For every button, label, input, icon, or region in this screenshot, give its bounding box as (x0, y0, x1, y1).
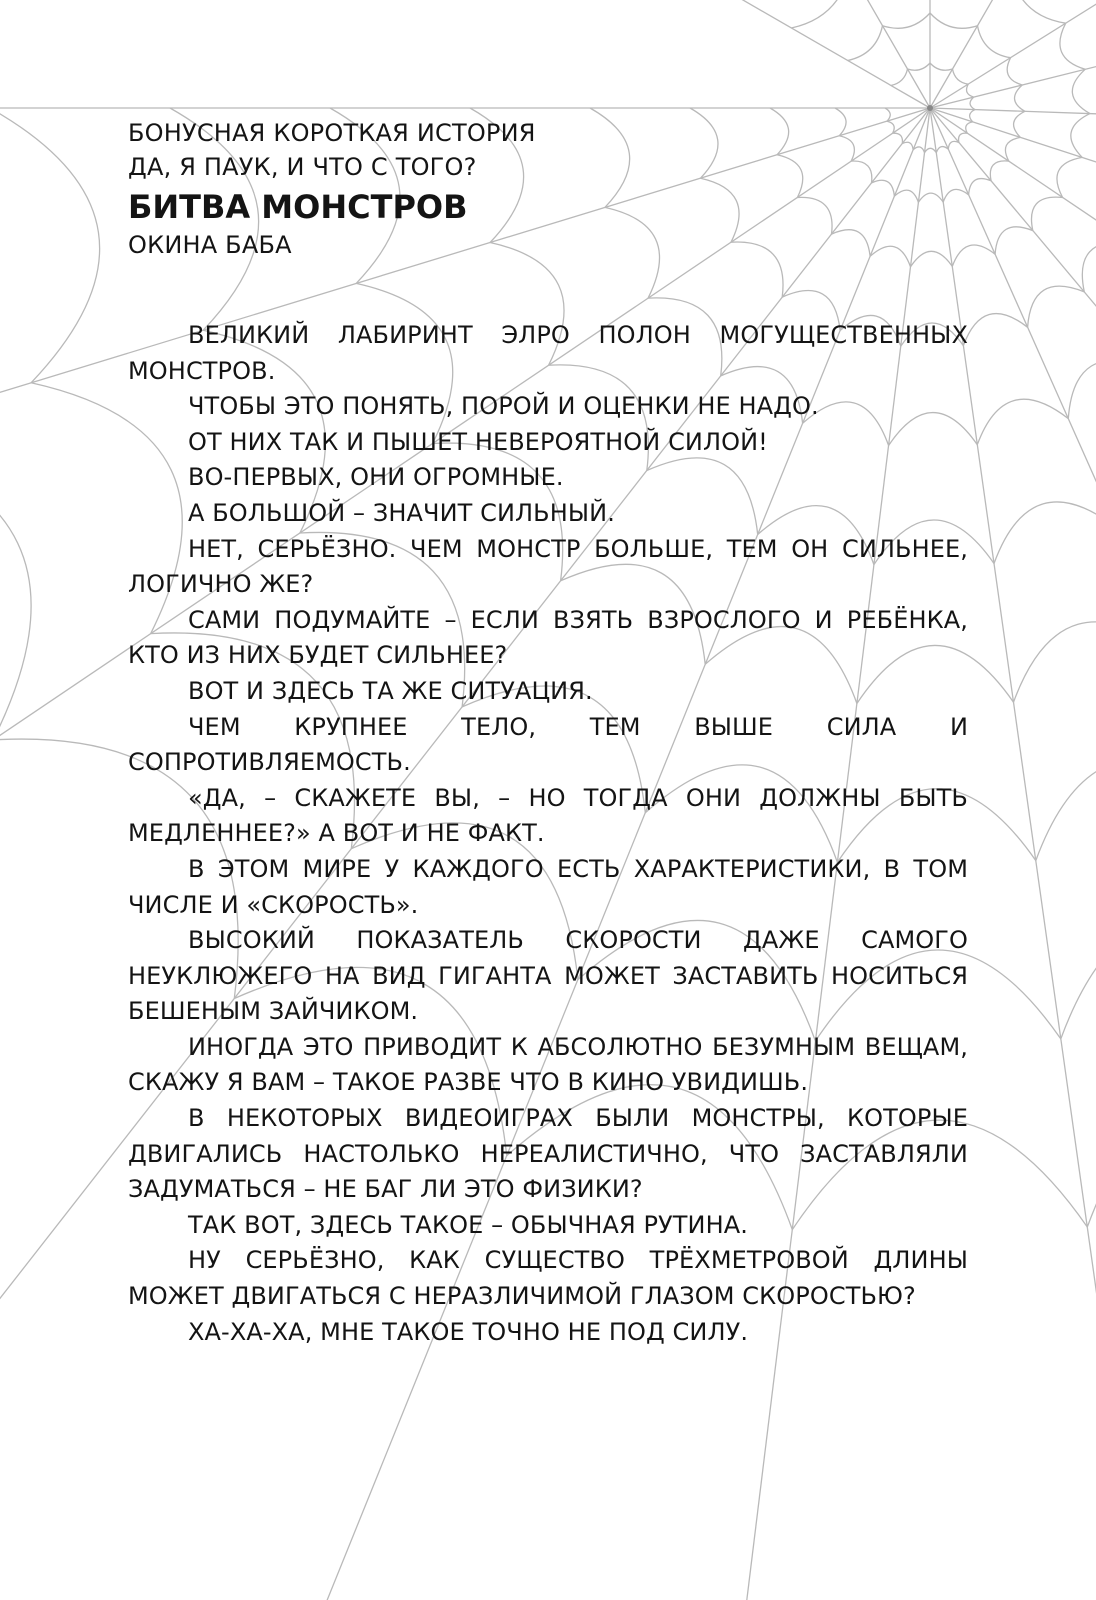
paragraph: ХА-ХА-ХА, МНЕ ТАКОЕ ТОЧНО НЕ ПОД СИЛУ. (188, 1317, 749, 1346)
author-name: ОКИНА БАБА (128, 231, 292, 259)
paragraph: ВОТ И ЗДЕСЬ ТА ЖЕ СИТУАЦИЯ. (188, 676, 593, 705)
web-strand (930, 0, 1096, 108)
paragraph: НУ СЕРЬЁЗНО, КАК СУЩЕСТВО ТРЁХМЕТРОВОЙ ДЛИНЫ МОЖЕТ ДВИГАТЬСЯ С НЕРАЗЛИЧИМОЙ ГЛАЗОМ СКОРОСТЬЮ? (128, 1246, 968, 1311)
paragraph: ЧТОБЫ ЭТО ПОНЯТЬ, ПОРОЙ И ОЦЕНКИ НЕ НАДО. (188, 392, 819, 421)
story-body (128, 318, 968, 1350)
paragraph: САМИ ПОДУМАЙТЕ – ЕСЛИ ВЗЯТЬ ВЗРОСЛОГО И РЕБЁНКА, КТО ИЗ НИХ БУДЕТ СИЛЬНЕЕ? (128, 605, 968, 670)
web-strand (80, 0, 930, 108)
web-strand (0, 0, 930, 108)
paragraph: НЕТ, СЕРЬЁЗНО. ЧЕМ МОНСТР БОЛЬШЕ, ТЕМ ОН СИЛЬНЕЕ, ЛОГИЧНО ЖЕ? (128, 534, 968, 599)
paragraph: ВЕЛИКИЙ ЛАБИРИНТ ЭЛРО ПОЛОН МОГУЩЕСТВЕННЫХ МОНСТРОВ. (128, 321, 968, 385)
paragraph: ОТ НИХ ТАК И ПЫШЕТ НЕВЕРОЯТНОЙ СИЛОЙ! (188, 427, 768, 456)
paragraph: А БОЛЬШОЙ – ЗНАЧИТ СИЛЬНЫЙ. (188, 498, 615, 527)
series-label: БОНУСНАЯ КОРОТКАЯ ИСТОРИЯ (128, 119, 536, 147)
page-content (128, 116, 968, 1350)
story-title: БИТВА МОНСТРОВ (128, 188, 468, 226)
paragraph: ТАК ВОТ, ЗДЕСЬ ТАКОЕ – ОБЫЧНАЯ РУТИНА. (188, 1210, 748, 1239)
paragraph: ВЫСОКИЙ ПОКАЗАТЕЛЬ СКОРОСТИ ДАЖЕ САМОГО НЕУКЛЮЖЕГО НА ВИД ГИГАНТА МОЖЕТ ЗАСТАВИТЬ НОСИТЬСЯ БЕШЕНЫМ ЗАЙЧИКОМ. (128, 926, 968, 1026)
series-title: ДА, Я ПАУК, И ЧТО С ТОГО? (128, 153, 477, 181)
paragraph: В НЕКОТОРЫХ ВИДЕОИГРАХ БЫЛИ МОНСТРЫ, КОТОРЫЕ ДВИГАЛИСЬ НАСТОЛЬКО НЕРЕАЛИСТИЧНО, ЧТО ЗАСТАВЛЯЛИ ЗАДУМАТЬСЯ – НЕ БАГ ЛИ ЭТО ФИЗИКИ? (128, 1104, 968, 1204)
paragraph: В ЭТОМ МИРЕ У КАЖДОГО ЕСТЬ ХАРАКТЕРИСТИКИ, В ТОМ ЧИСЛЕ И «СКОРОСТЬ». (128, 854, 968, 919)
paragraph: ВО-ПЕРВЫХ, ОНИ ОГРОМНЫЕ. (188, 463, 564, 492)
paragraph: ЧЕМ КРУПНЕЕ ТЕЛО, ТЕМ ВЫШЕ СИЛА И СОПРОТИВЛЯЕМОСТЬ. (128, 712, 968, 777)
paragraph: «ДА, – СКАЖЕТЕ ВЫ, – НО ТОГДА ОНИ ДОЛЖНЫ БЫТЬ МЕДЛЕННЕЕ?» А ВОТ И НЕ ФАКТ. (128, 783, 968, 848)
paragraph: ИНОГДА ЭТО ПРИВОДИТ К АБСОЛЮТНО БЕЗУМНЫМ ВЕЩАМ, СКАЖУ Я ВАМ – ТАКОЕ РАЗВЕ ЧТО В КИНО УВИДИШЬ. (128, 1032, 968, 1097)
web-center (927, 105, 933, 111)
